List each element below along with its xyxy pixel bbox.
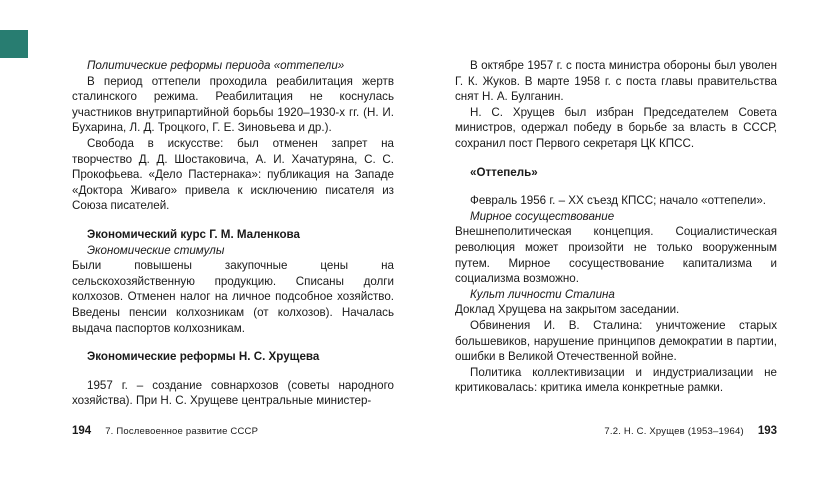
left-page	[72, 58, 394, 409]
paragraph: В период оттепели проходила реабилитация жертв сталинского режима. Реабилитация не коснулась участников внутрипартийной борьбы 1920–1930-х гг. (Н. И. Бухарина, Л. Д. Троцкого, Г. Е. Зиновьева и др.).	[72, 74, 394, 135]
right-page-footer	[455, 425, 777, 437]
left-page-footer	[72, 425, 394, 437]
subheading-italic: Мирное сосуществование	[470, 209, 615, 223]
paragraph: Обвинения И. В. Сталина: уничтожение старых большевиков, нарушение принципов демократии в партии, ошибки в Великой Отечественной войне.	[455, 318, 777, 364]
paragraph: Были повышены закупочные цены на сельскохозяйственную продукцию. Списаны долги колхозов. Отменен налог на личное подсобное хозяйство. Введены пенсии колхозникам (от колхозов). Началась выдача паспортов колхозникам.	[72, 259, 394, 335]
page-number: 193	[757, 425, 777, 437]
paragraph: В октябре 1957 г. с поста министра обороны был уволен Г. К. Жуков. В марте 1958 г. с поста главы правительства снят Н. А. Булганин.	[455, 59, 777, 104]
section-heading-bold: «Оттепель»	[470, 165, 538, 179]
paragraph: Доклад Хрущева на закрытом заседании.	[455, 303, 680, 317]
paragraph: 1957 г. – создание совнархозов (советы народного хозяйства). При Н. С. Хрущеве центральные министер-	[72, 378, 394, 408]
paragraph: Н. С. Хрущев был избран Председателем Совета министров, одержал победу в борьбе за власть в СССР, сохранил пост Первого секретаря ЦК КПСС.	[455, 105, 777, 150]
running-title: 7.2. Н. С. Хрущев (1953–1964)	[604, 426, 744, 437]
cover-edge	[0, 30, 28, 58]
subheading-italic: Экономические стимулы	[87, 243, 225, 257]
paragraph: Свобода в искусстве: был отменен запрет на творчество Д. Д. Шостаковича, А. И. Хачатуряна, С. С. Прокофьева. «Дело Пастернака»: публикация на Западе «Доктора Живаго» привела к исключению писателя из Союза писателей.	[72, 136, 394, 213]
paragraph: Политика коллективизации и индустриализации не критиковалась: критика имела конкретные рамки.	[455, 365, 777, 395]
section-heading-italic: Политические реформы периода «оттепели»	[87, 59, 345, 72]
running-title: 7. Послевоенное развитие СССР	[105, 426, 259, 437]
subheading-italic: Культ личности Сталина	[470, 287, 615, 301]
section-heading-bold: Экономические реформы Н. С. Хрущева	[87, 350, 320, 364]
section-heading-bold: Экономический курс Г. М. Маленкова	[87, 227, 300, 241]
paragraph: Внешнеполитическая концепция. Социалистическая революция может произойти не только вооруженным путем. Мирное сосуществование капитализма и социализма возможно.	[455, 225, 777, 286]
right-page	[455, 58, 777, 396]
page-number: 194	[72, 425, 92, 437]
paragraph: Февраль 1956 г. – XX съезд КПСС; начало «оттепели».	[470, 194, 767, 208]
